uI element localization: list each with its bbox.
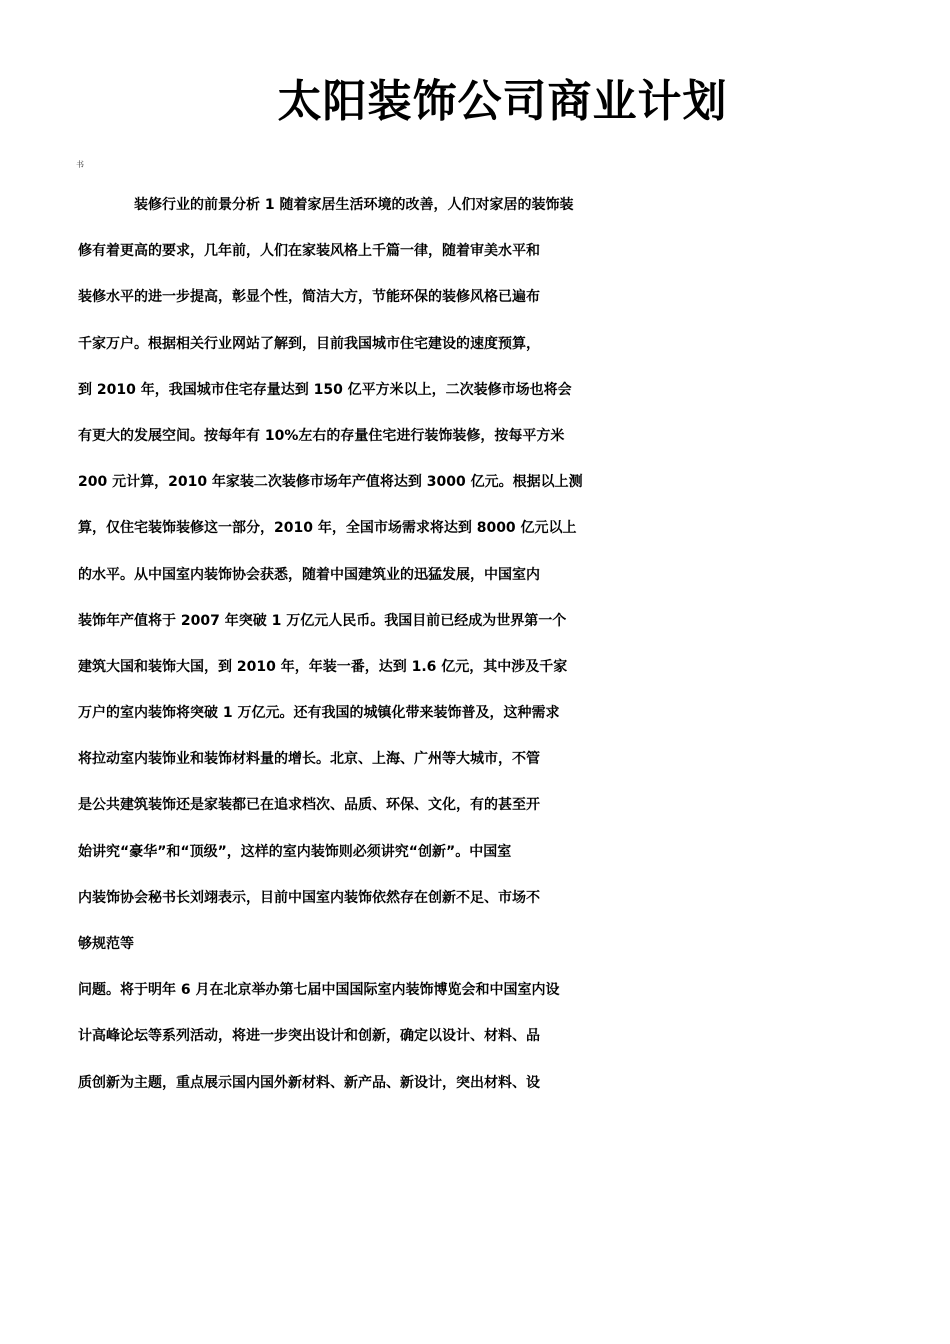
text-line: 装修行业的前景分析 1 随着家居生活环境的改善，人们对家居的装饰装 [134,197,574,213]
text-line: 千家万户。根据相关行业网站了解到，目前我国城市住宅建设的速度预算， [78,335,540,352]
text-line: 的水平。从中国室内装饰协会获悉，随着中国建筑业的迅猛发展，中国室内 [78,566,540,583]
document-title: 太阳装饰公司商业计划 [277,76,728,127]
text-line: 是公共建筑装饰还是家装都已在追求档次、品质、环保、文化，有的甚至开 [78,797,540,814]
text-line: 算，仅住宅装饰装修这一部分，2010 年，全国市场需求将达到 8000 亿元以上 [78,520,577,537]
margin-mark: 书 [76,160,84,169]
text-line: 质创新为主题，重点展示国内国外新材料、新产品、新设计，突出材料、设 [78,1074,540,1091]
text-line: 将拉动室内装饰业和装饰材料量的增长。北京、上海、广州等大城市，不管 [78,751,540,768]
text-line: 始讲究“豪华”和“顶级”，这样的室内装饰则必须讲究“创新”。中国室 [78,843,512,860]
text-line: 计高峰论坛等系列活动，将进一步突出设计和创新，确定以设计、材料、品 [78,1028,540,1045]
text-line: 问题。将于明年 6 月在北京举办第七届中国国际室内装饰博览会和中国室内设 [78,982,560,999]
text-line: 万户的室内装饰将突破 1 万亿元。还有我国的城镇化带来装饰普及，这种需求 [78,705,560,722]
text-line: 够规范等 [78,936,134,952]
text-line: 建筑大国和装饰大国，到 2010 年，年装一番，达到 1.6 亿元，其中涉及千家 [78,658,568,675]
body-paragraph [78,182,883,1106]
text-line: 装饰年产值将于 2007 年突破 1 万亿元人民币。我国目前已经成为世界第一个 [78,612,567,629]
text-line: 内装饰协会秘书长刘翊表示，目前中国室内装饰依然存在创新不足、市场不 [78,889,540,906]
text-line: 到 2010 年，我国城市住宅存量达到 150 亿平方米以上，二次装修市场也将会 [78,381,572,398]
text-line: 修有着更高的要求，几年前，人们在家装风格上千篇一律，随着审美水平和 [78,243,540,260]
text-line: 装修水平的进一步提高，彰显个性，简洁大方，节能环保的装修风格已遍布 [78,289,540,306]
text-line: 有更大的发展空间。按每年有 10%左右的存量住宅进行装饰装修，按每平方米 [78,427,565,444]
text-line: 200 元计算，2010 年家装二次装修市场年产值将达到 3000 亿元。根据以上测 [78,474,583,491]
